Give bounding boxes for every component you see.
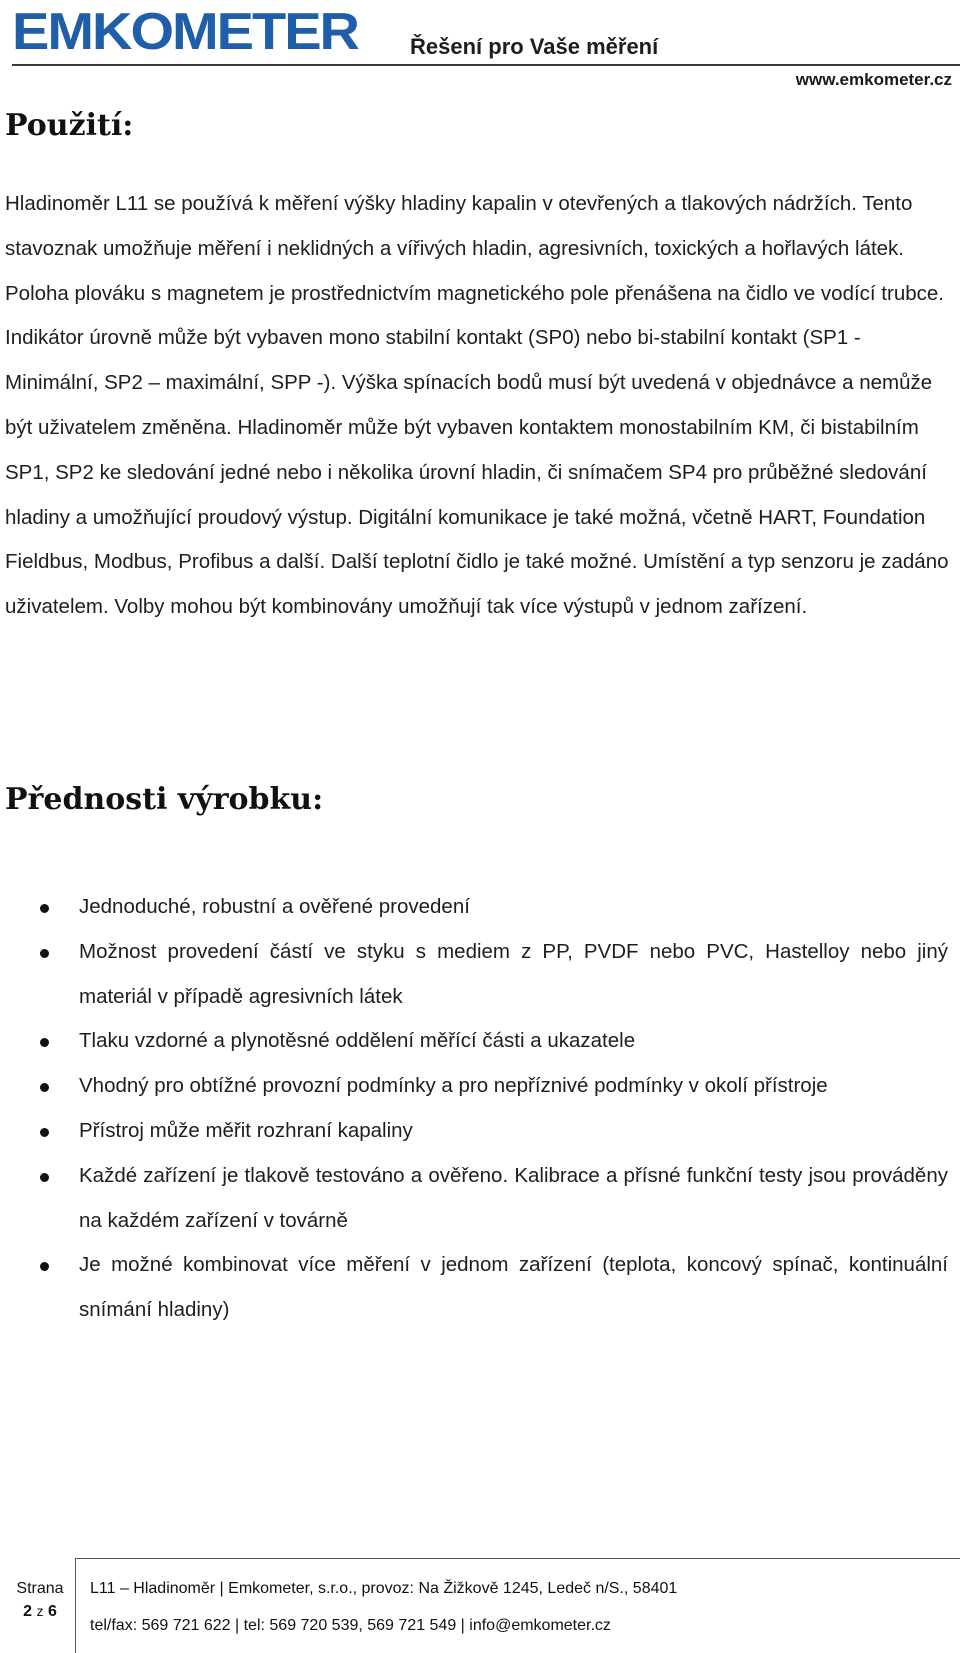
website-link[interactable]: www.emkometer.cz xyxy=(795,70,952,89)
benefit-text: Je možné kombinovat více měření v jednom zařízení (teplota, koncový spínač, kontinuální snímání hladiny) xyxy=(79,1253,948,1322)
page-current: 2 xyxy=(23,1603,33,1620)
page-total: 6 xyxy=(47,1603,57,1620)
benefit-item xyxy=(0,1154,948,1244)
usage-heading: Použití: xyxy=(5,108,134,143)
usage-body xyxy=(5,182,951,630)
benefit-item xyxy=(0,1109,948,1154)
bullet-icon xyxy=(40,1083,49,1092)
benefit-text: Možnost provedení částí ve styku s mediem z PP, PVDF nebo PVC, Hastelloy nebo jiný materiál v případě agresivních látek xyxy=(79,939,948,1008)
benefits-heading: Přednosti výrobku: xyxy=(5,782,324,817)
benefit-item xyxy=(0,930,948,1020)
footer-contacts: tel/fax: 569 721 622 | tel: 569 720 539, 569 721 549 | info@emkometer.cz xyxy=(90,1617,611,1634)
page-of: z xyxy=(36,1603,44,1619)
footer-vertical-divider xyxy=(75,1558,76,1653)
benefit-text: Vhodný pro obtížné provozní podmínky a pro nepříznivé podmínky v okolí přístroje xyxy=(79,1074,828,1098)
bullet-icon xyxy=(40,1128,49,1137)
benefit-text: Jednoduché, robustní a ověřené provedení xyxy=(79,895,470,918)
page-label: Strana xyxy=(16,1580,64,1597)
bullet-icon xyxy=(40,1038,49,1047)
header-divider xyxy=(12,64,960,66)
footer-divider xyxy=(75,1558,960,1559)
benefit-text: Přístroj může měřit rozhraní kapaliny xyxy=(79,1118,413,1142)
footer-address: L11 – Hladinoměr | Emkometer, s.r.o., provoz: Na Žižkově 1245, Ledeč n/S., 58401 xyxy=(90,1580,678,1597)
bullet-icon xyxy=(40,904,49,913)
bullet-icon xyxy=(40,1173,49,1182)
benefit-item xyxy=(0,1064,948,1109)
benefit-text: Tlaku vzdorné a plynotěsné oddělení měřící části a ukazatele xyxy=(79,1029,636,1053)
benefit-text: Každé zařízení je tlakově testováno a ověřeno. Kalibrace a přísné funkční testy jsou prováděny na každém zařízení v továrně xyxy=(79,1163,948,1232)
benefit-item xyxy=(0,1243,948,1333)
company-tagline: Řešení pro Vaše měření xyxy=(410,34,659,59)
page-number xyxy=(10,1603,70,1621)
benefits-list xyxy=(0,885,948,1333)
usage-paragraph: Hladinoměr L11 se používá k měření výšky hladiny kapalin v otevřených a tlakových nádržích. Tento stavoznak umožňuje měření i neklidných a vířivých hladin, agresivních, toxických a hořlavých látek. Poloha plováku s magnetem je prostřednictvím magnetického pole přenášena na čidlo ve vodící trubce. Indikátor úrovně může být vybaven mono stabilní kontakt (SP0) nebo bi-stabilní kontakt (SP1 - Minimální, SP2 – maximální, SPP -). Výška spínacích bodů musí být uvedená v objednávce a nemůže být uživatelem změněna. Hladinoměr může být vybaven kontaktem monostabilním KM, či bistabilním SP1, SP2 ke sledování jedné nebo i několika úrovní hladin, či snímačem SP4 pro průběžné sledování hladiny a umožňující proudový výstup. Digitální komunikace je také možná, včetně HART, Foundation Fieldbus, Modbus, Profibus a další. Další teplotní čidlo je také možné. Umístění a typ senzoru je zadáno uživatelem. Volby mohou být kombinovány umožňují tak více výstupů v jednom zařízení. xyxy=(5,192,949,619)
benefit-item xyxy=(0,885,948,930)
bullet-icon xyxy=(40,949,49,958)
company-logo: EMKOMETER xyxy=(12,2,358,61)
benefit-item xyxy=(0,1019,948,1064)
bullet-icon xyxy=(40,1262,49,1271)
